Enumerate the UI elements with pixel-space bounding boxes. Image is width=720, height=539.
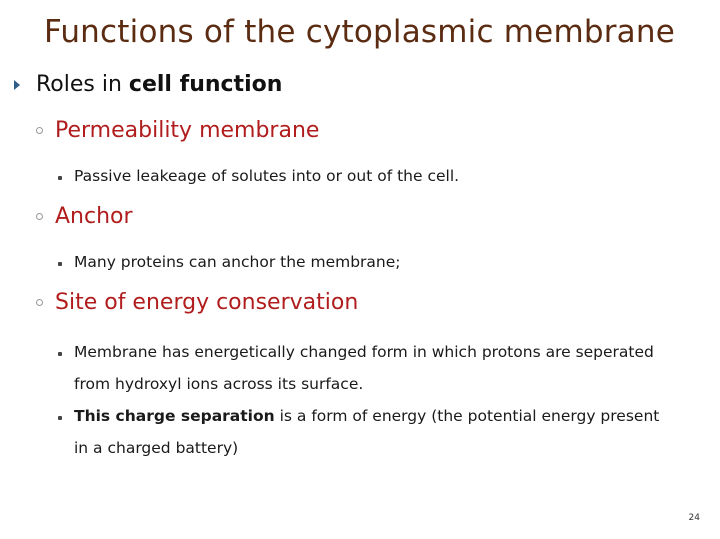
section-heading-text: Permeability membrane [55,118,320,143]
section-heading-text: Anchor [55,204,133,229]
point-energetically-changed-form [58,344,678,400]
bullet-roles-in-cell-function [14,72,282,97]
square-bullet-icon [58,352,62,356]
point-text [74,160,459,192]
circle-bullet-icon [36,213,43,220]
point-passive-leakage [58,168,678,192]
point-bold: This charge separation [74,407,275,425]
square-bullet-icon [58,262,62,266]
point-body: Many proteins can anchor the membrane; [74,253,401,271]
triangle-bullet-icon [14,80,20,90]
slide-title: Functions of the cytoplasmic membrane [44,14,675,50]
section-heading-energy-conservation [36,290,358,315]
section-heading-permeability [36,118,319,143]
point-proteins-anchor [58,254,678,278]
point-body: Membrane has energetically changed form in which protons are seperated from hydroxyl ions across its surface. [74,343,654,393]
point-body: Passive leakeage of solutes into or out of the cell. [74,167,460,185]
level1-bold: cell function [128,72,283,97]
point-text [74,336,678,400]
section-heading-anchor [36,204,133,229]
square-bullet-icon [58,416,62,420]
point-text [74,246,401,278]
point-text [74,400,678,464]
circle-bullet-icon [36,127,43,134]
square-bullet-icon [58,176,62,180]
page-number: 24 [688,513,700,523]
section-heading-text: Site of energy conservation [55,290,359,315]
level1-text [36,72,282,97]
circle-bullet-icon [36,299,43,306]
point-charge-separation [58,408,678,464]
level1-prefix: Roles in [36,72,129,97]
point-body: is a form of energy (the potential energy present in a charged battery) [74,407,660,457]
